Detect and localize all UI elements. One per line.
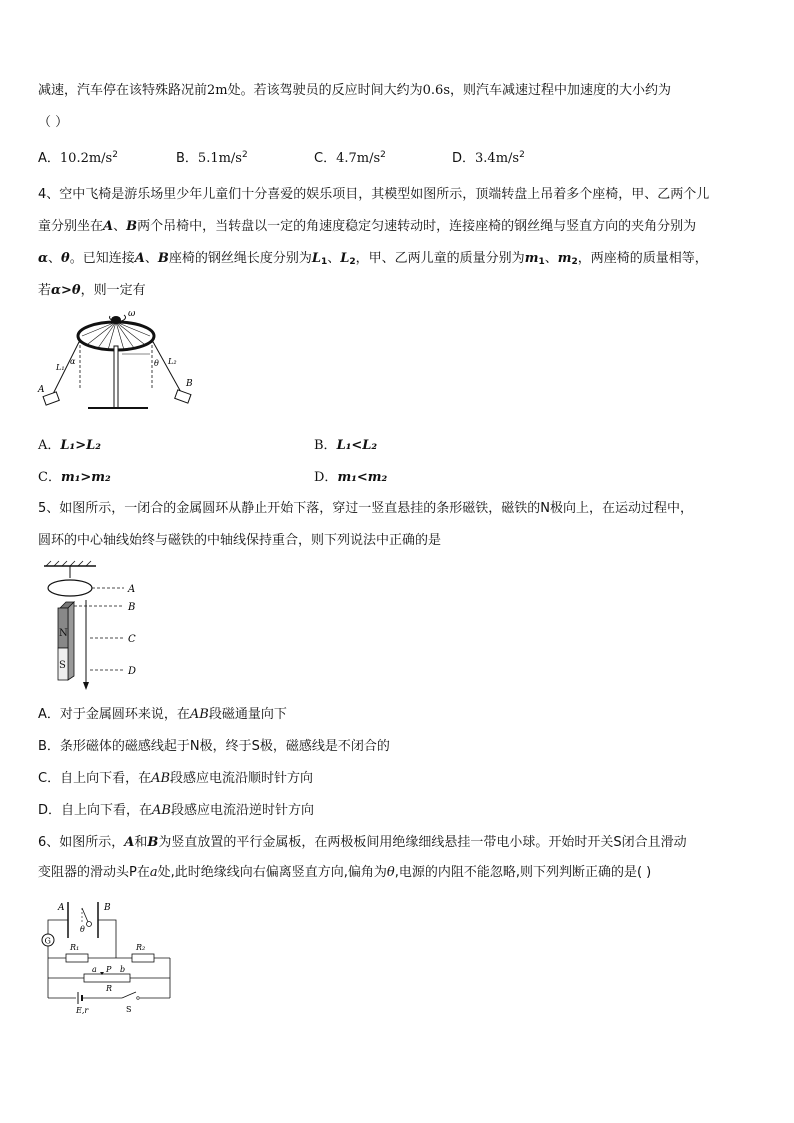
q6-line-2: 变阻器的滑动头P在a处,此时绝缘线向右偏离竖直方向,偏角为θ,电源的内阻不能忽略,则下列判断正确的是( ): [38, 865, 652, 880]
seat-a: [43, 392, 59, 405]
r1-label: R₁: [70, 943, 80, 952]
wire-plate-a: [48, 920, 68, 934]
switch-s: [122, 992, 136, 998]
q5-option-a: A．对于金属圆环来说，在AB段磁通量向下: [38, 707, 287, 722]
battery-label: E,r: [76, 1006, 89, 1014]
q4-option-b: B．L₁<L₂: [314, 438, 378, 453]
q6-line-1: 6、如图所示，A和B为竖直放置的平行金属板，在两极板间用绝缘细线悬挂一带电小球。开始时开关S闭合且滑动: [38, 835, 687, 850]
north-label: N: [59, 628, 68, 639]
thread: [82, 908, 88, 922]
q3-line-1: [38, 82, 671, 100]
resistor-r1: [66, 954, 88, 962]
slider-label: P: [106, 965, 112, 974]
q4-line-4: 若α>θ，则一定有: [38, 283, 146, 298]
fall-arrow: [83, 682, 89, 690]
galvanometer-label: G: [44, 936, 51, 946]
central-pole: [114, 346, 118, 408]
wire-plate-b: [98, 920, 116, 958]
L1-label: L₁: [56, 363, 65, 372]
q5-option-c: C．自上向下看，在AB段感应电流沿顺时针方向: [38, 771, 314, 786]
q3-paren: （ ）: [38, 115, 69, 130]
q5-option-d: D．自上向下看，在AB段感应电流沿逆时针方向: [38, 803, 314, 818]
q4-option-a: A．L₁>L₂: [38, 438, 101, 453]
south-label: S: [59, 660, 66, 671]
q5-line-1: 5、如图所示，一闭合的金属圆环从静止开始下落，穿过一竖直悬挂的条形磁铁，磁铁的N极向上，在运动过程中，: [38, 501, 693, 516]
q4-option-c: C．m₁>m₂: [38, 470, 111, 485]
q4-option-d: D．m₁<m₂: [314, 470, 388, 485]
q3-text-c: ，则汽车减速过程中加速度的大小约为: [450, 83, 672, 98]
L2-label: L₂: [168, 357, 177, 366]
level-a-label: A: [128, 584, 136, 595]
r2-label: R₂: [136, 943, 146, 952]
seat-b: [175, 390, 191, 403]
theta-label: θ: [80, 925, 85, 934]
switch-label: S: [126, 1005, 132, 1014]
q3-time: 0.6s: [422, 83, 450, 98]
q5-line-2: 圆环的中心轴线始终与磁铁的中轴线保持重合，则下列说法中正确的是: [38, 533, 442, 548]
q3-option-d: D．$3.4m/s^2$: [452, 150, 525, 166]
level-d-label: D: [128, 666, 137, 677]
r-label: R: [106, 984, 113, 993]
q3-text-a: 减速，汽车停在该特殊路况前: [38, 83, 208, 98]
q6-circuit-figure: [36, 896, 176, 1014]
magnet-side-face: [68, 602, 74, 680]
q4-swing-ride-figure: [36, 306, 206, 418]
switch-contact: [137, 997, 140, 1000]
point-b-label: B: [186, 379, 193, 389]
omega-label: ω: [128, 309, 136, 319]
q4-line-2: 童分别坐在A、B两个吊椅中，当转盘以一定的角速度稳定匀速转动时，连接座椅的钢丝绳与竖直方向的夹角分别为: [38, 219, 697, 234]
q5-option-b: B．条形磁体的磁感线起于N极，终于S极，磁感线是不闭合的: [38, 739, 390, 754]
resistor-r2: [132, 954, 154, 962]
q5-magnet-figure: [38, 560, 148, 692]
q3-option-b: B．$5.1m/s^2$: [176, 150, 248, 166]
level-b-label: B: [128, 602, 136, 613]
plate-a-label: A: [58, 903, 65, 913]
metal-ring: [48, 580, 92, 596]
q3-option-a: A．$10.2m/s^2$: [38, 150, 118, 166]
point-a-label: a: [92, 965, 97, 974]
charged-ball: [87, 922, 92, 927]
level-c-label: C: [128, 634, 136, 645]
q4-line-1: 4、空中飞椅是游乐场里少年儿童们十分喜爱的娱乐项目，其模型如图所示，顶端转盘上吊着多个座椅，甲、乙两个儿: [38, 187, 710, 202]
q4-line-3: α、θ。已知连接A、B座椅的钢丝绳长度分别为$L_1$、$L_2$，甲、乙两儿童的质量分别为$m_1$、$m_2$，两座椅的质量相等，: [38, 251, 708, 267]
q3-text-b: 处。若该驾驶员的反应时间大约为: [227, 83, 423, 98]
point-b-label: b: [120, 965, 126, 974]
alpha-label: α: [70, 357, 76, 366]
q3-distance: 2m: [207, 83, 228, 98]
plate-b-label: B: [104, 903, 111, 913]
rheostat-r: [84, 974, 130, 982]
theta-label: θ: [154, 359, 159, 368]
q3-option-c: C．$4.7m/s^2$: [314, 150, 386, 166]
point-a-label: A: [38, 385, 45, 395]
